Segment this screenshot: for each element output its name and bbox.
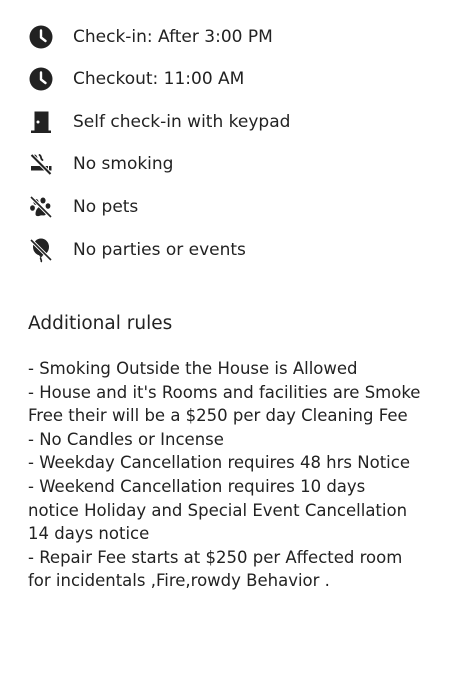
rule-no-pets (28, 192, 139, 222)
rule-label: No smoking (73, 154, 174, 174)
additional-rule-line: - Weekend Cancellation requires 10 days (28, 476, 366, 496)
additional-rule-line: - No Candles or Incense (28, 429, 224, 449)
clock-icon (28, 66, 54, 92)
no-smoking-icon (28, 151, 54, 177)
rule-no-smoking (28, 149, 174, 179)
door-icon (28, 109, 54, 135)
clock-icon (28, 24, 54, 50)
rule-check-in (28, 22, 273, 52)
rule-label: Check-in: After 3:00 PM (73, 27, 273, 47)
additional-rule-line: - Weekday Cancellation requires 48 hrs Notice (28, 453, 410, 473)
additional-rule-line: - House and it's Rooms and facilities are Smoke (28, 382, 421, 402)
additional-rule-line: for incidentals ,Fire,rowdy Behavior . (28, 571, 330, 591)
rule-no-parties (28, 235, 246, 265)
rule-checkout (28, 64, 245, 94)
additional-rule-line: 14 days notice (28, 524, 150, 544)
additional-rule-line: - Repair Fee starts at $250 per Affected room (28, 547, 403, 567)
rule-label: No pets (73, 197, 139, 217)
rule-label: No parties or events (73, 240, 246, 260)
additional-rule-line: - Smoking Outside the House is Allowed (28, 359, 358, 378)
additional-rule-line: Free their will be a $250 per day Cleaning Fee (28, 406, 408, 426)
additional-rule-line: notice Holiday and Special Event Cancellation (28, 500, 408, 520)
no-parties-icon (28, 237, 54, 263)
additional-rules-text (28, 357, 448, 593)
rule-label: Checkout: 11:00 AM (73, 69, 245, 89)
paw-icon (28, 194, 54, 220)
rule-label: Self check-in with keypad (73, 112, 291, 132)
rule-self-check-in (28, 107, 291, 137)
additional-rules-title: Additional rules (28, 313, 173, 334)
